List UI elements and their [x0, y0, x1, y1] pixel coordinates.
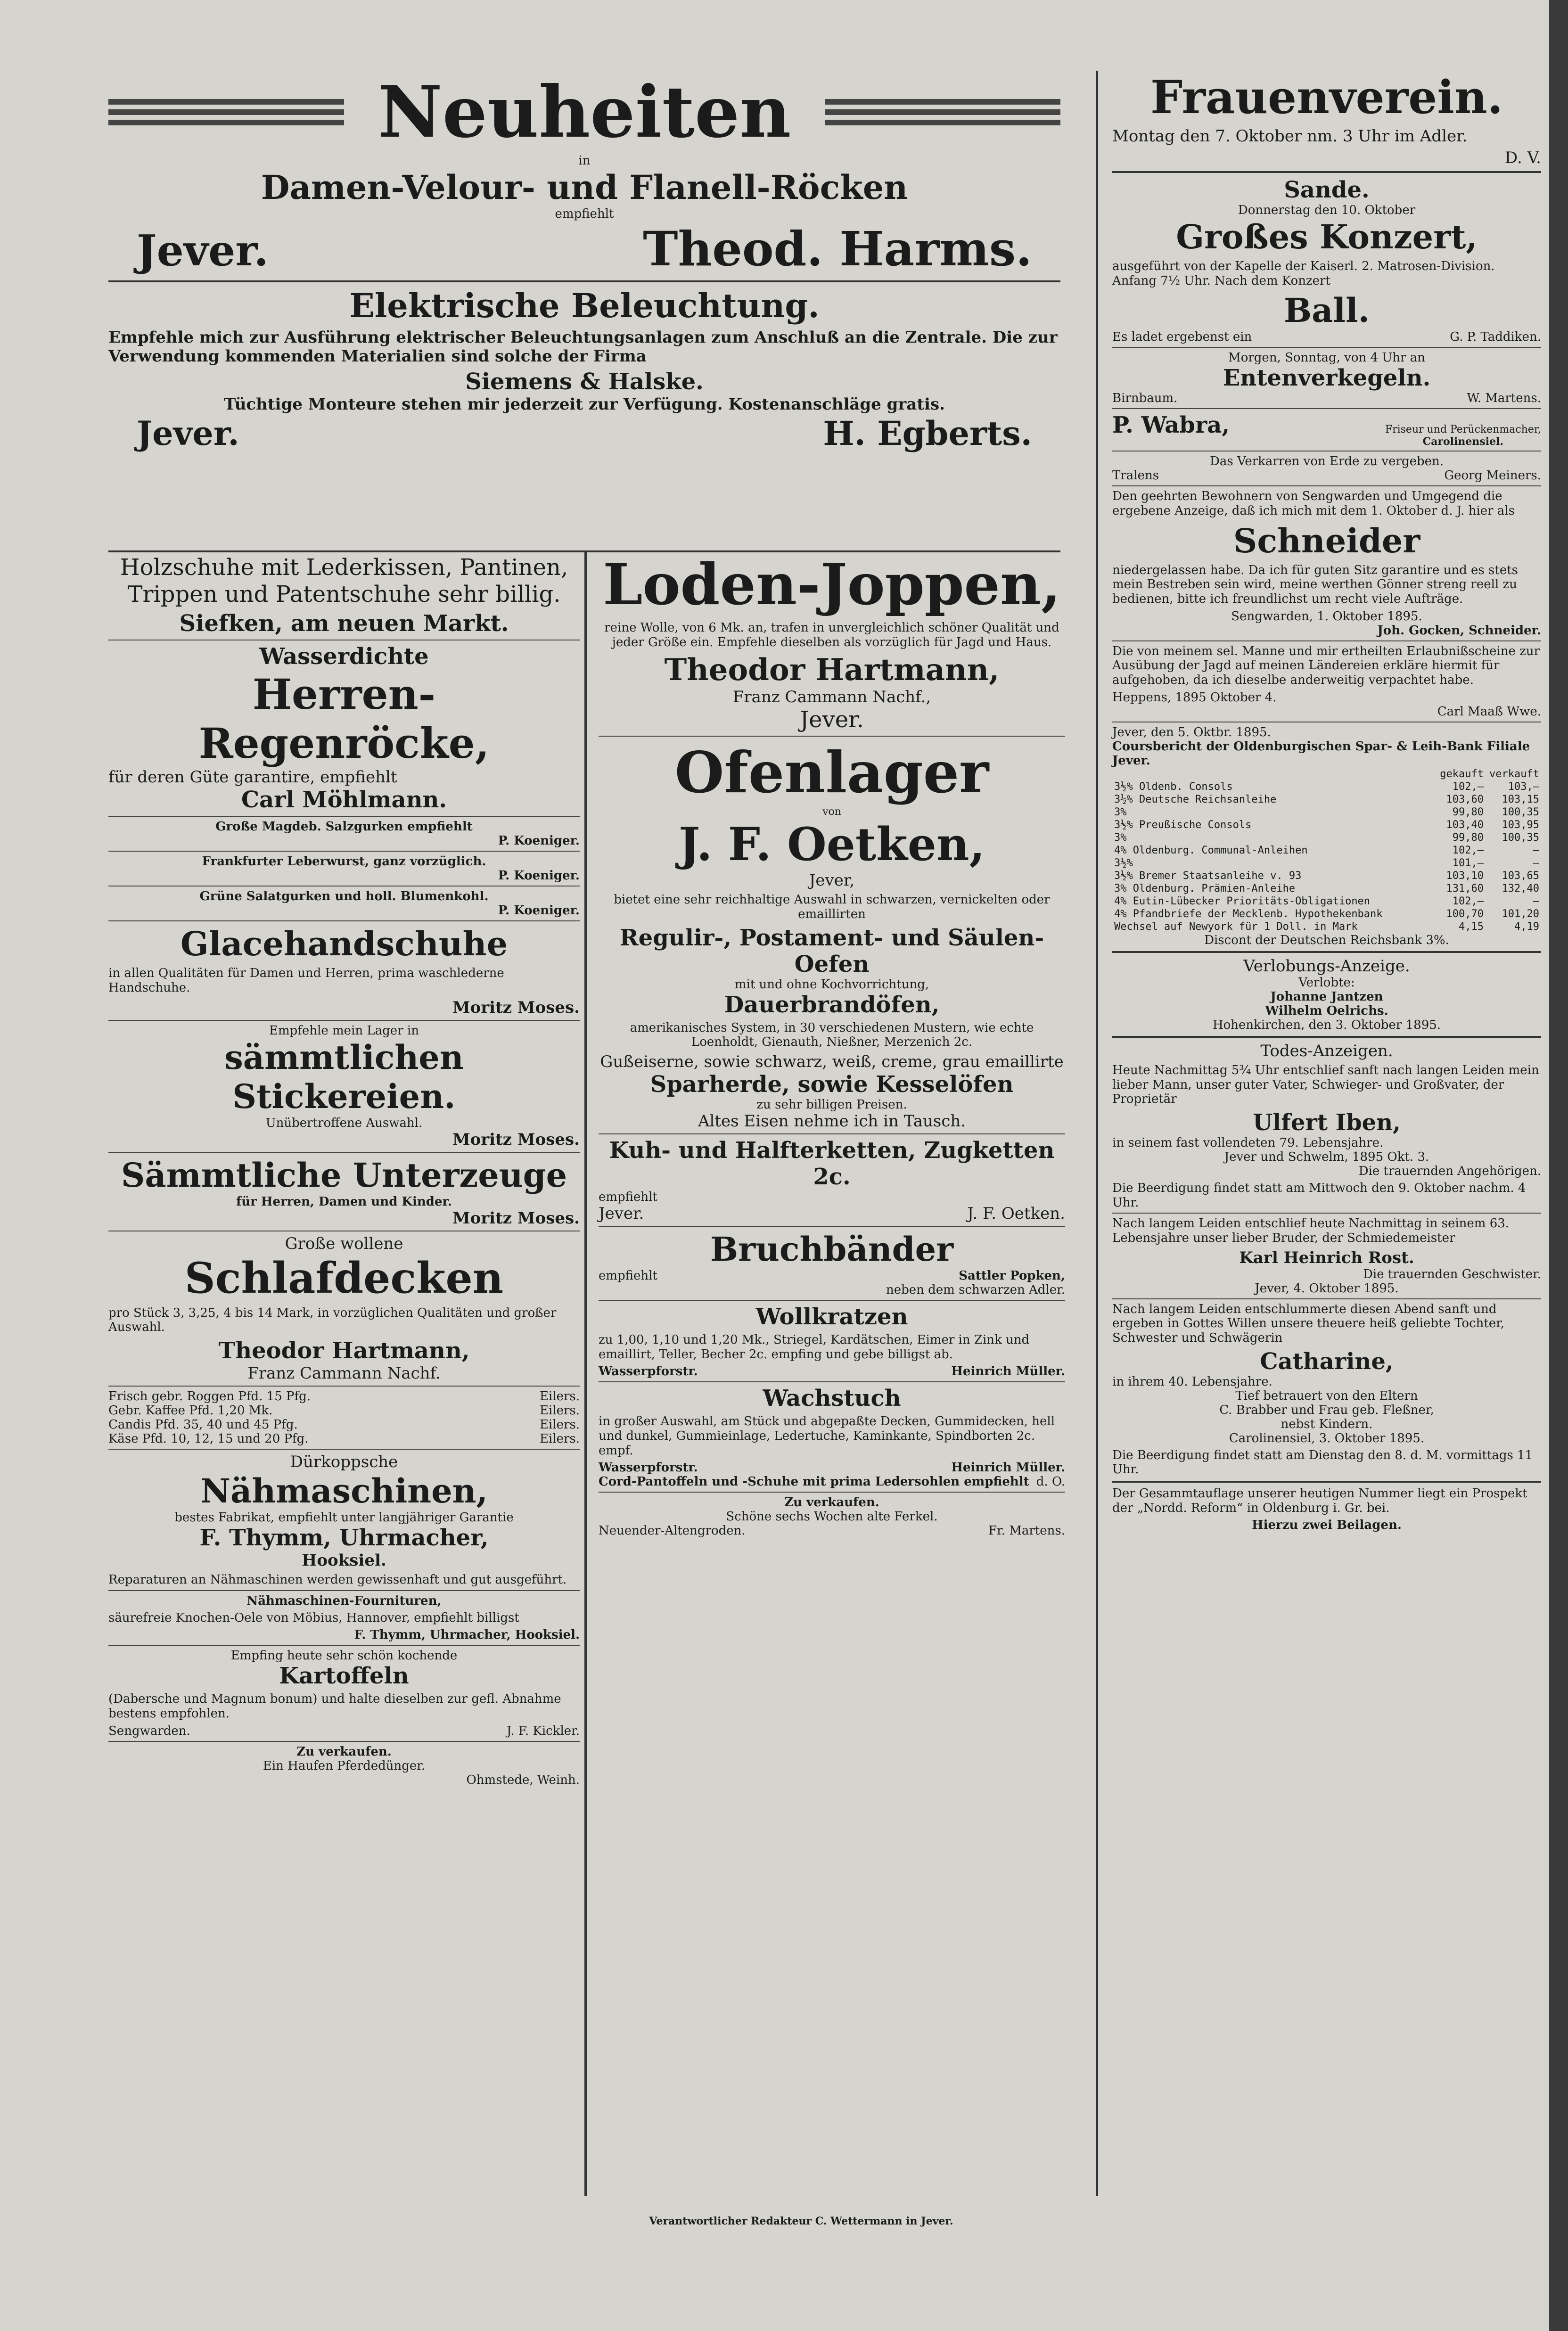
- ofen-place: Jever,: [809, 871, 855, 890]
- kurs-b: —: [1533, 844, 1539, 856]
- loden-place: Jever.: [799, 706, 864, 733]
- wurst: Frankfurter Leberwurst, ganz vorzüglich.: [202, 854, 486, 869]
- wachs: Wachstuch: [763, 1385, 901, 1412]
- kurs-row: [1112, 908, 1541, 920]
- top-section: [108, 71, 1060, 453]
- tod3b: in ihrem 40. Lebensjahre.: [1112, 1374, 1272, 1389]
- kurs-b: 4,19: [1514, 920, 1539, 933]
- jagd-text: Die von meinem sel. Manne und mir ertheilten Erlaubnißscheine zur Ausübung der Jagd auf meinen Ländereien erkläre hiermit für aufgehoben, da ich dieselbe anderweitig verpachtet habe.: [1112, 644, 1540, 688]
- konzert: Großes Konzert,: [1176, 217, 1478, 257]
- schn-text2: niedergelassen habe. Da ich für guten Sitz garantire und es stets mein Bestreben sein wird, meine werthen Gönner streng reell zu bedienen, bitte ich freundlichst um recht viele Aufträge.: [1112, 563, 1518, 607]
- ofen-text3: amerikanisches System, in 30 verschiedenen Mustern, wie echte Loenholdt, Gienauth, Nießner, Merzenich 2c.: [630, 1020, 1034, 1050]
- verl: Verlobungs-Anzeige.: [1243, 956, 1410, 976]
- wachs-place: Wasserpforstr.: [599, 1461, 698, 1475]
- sande: Sande.: [1284, 177, 1370, 204]
- oetken: J. F. Oetken,: [678, 818, 985, 871]
- elektr-name: H. Egberts.: [823, 414, 1032, 453]
- unter-sig: Moritz Moses.: [452, 1208, 580, 1228]
- price-row: [108, 1404, 580, 1418]
- kurs-name: 3% Oldenburg. Prämien-Anleihe: [1114, 882, 1296, 895]
- elektr-text: Empfehle mich zur Ausführung elektrischer Beleuchtungsanlagen zum Anschluß an die Zentrale. Die zur Verwendung kommenden Materialien sind solche der Firma: [108, 328, 1058, 366]
- price-row: [108, 1418, 580, 1432]
- tod2-date: Jever, 4. Oktober 1895.: [1255, 1281, 1399, 1296]
- furn2: säurefreie Knochen-Oele von Möbius, Hannover, empfiehlt billigst: [108, 1610, 519, 1625]
- verl5: Hohenkirchen, den 3. Oktober 1895.: [1212, 1018, 1441, 1032]
- kurs-a: 102,—: [1452, 780, 1484, 793]
- kuh-place: Jever.: [599, 1204, 644, 1223]
- eisen: Altes Eisen nehme ich in Tausch.: [698, 1112, 966, 1131]
- loden-text: reine Wolle, von 6 Mk. an, trafen in unvergleichlich schöner Qualität und jeder Größe ein. Empfehle dieselben als vorzüglich für Jagd und Haus.: [604, 621, 1059, 649]
- woll-place: Wasserpforstr.: [599, 1364, 698, 1379]
- kurs-name: Wechsel auf Newyork für 1 Doll. in Mark: [1114, 920, 1358, 933]
- kurs-a: 103,40: [1446, 819, 1484, 831]
- column-rule: [1096, 71, 1098, 2196]
- kurs-b: 103,15: [1502, 793, 1539, 805]
- column-rule: [584, 551, 587, 2196]
- naeh2: Nähmaschinen,: [200, 1471, 488, 1510]
- loden-sig: Theodor Hartmann,: [664, 652, 1000, 688]
- ofen: Ofenlager: [674, 739, 989, 806]
- mid-verk2: Schöne sechs Wochen alte Ferkel.: [726, 1510, 938, 1524]
- kuh: Kuh- und Halfterketten, Zugketten 2c.: [609, 1137, 1055, 1190]
- kurs-name: 3½% Oldenb. Consols: [1114, 780, 1233, 793]
- verk-sig: Ohmstede, Weinh.: [466, 1773, 580, 1787]
- ball-sig: G. P. Taddiken.: [1450, 330, 1541, 345]
- place: Jever.: [137, 226, 269, 276]
- price-item: Gebr. Kaffee Pfd. 1,20 Mk.: [108, 1403, 273, 1418]
- tod3-sig: Tief betrauert von den Eltern: [1235, 1388, 1418, 1403]
- kurs-row: [1112, 793, 1541, 806]
- price-by: Eilers.: [539, 1417, 580, 1432]
- decorative-bars: [108, 94, 344, 130]
- schn-text: Den geehrten Bewohnern von Sengwarden und Umgegend die ergebene Anzeige, daß ich mich mit dem 1. Oktober d. J. hier als: [1112, 489, 1515, 518]
- schneider: Schneider: [1233, 521, 1420, 560]
- kurs-b: 100,35: [1502, 831, 1539, 844]
- cord-sig: d. O.: [1036, 1475, 1065, 1489]
- loden: Loden-Joppen,: [603, 551, 1061, 618]
- kurs-a: 102,—: [1452, 895, 1484, 907]
- ball-text: Es ladet ergebenst ein: [1112, 330, 1252, 345]
- elektr-monteure: Tüchtige Monteure stehen mir jederzeit zur Verfügung. Kostenanschläge gratis.: [224, 395, 945, 414]
- spar: Sparherde, sowie Kesselöfen: [650, 1071, 1014, 1098]
- tod1-date: Jever und Schwelm, 1895 Okt. 3.: [1224, 1149, 1429, 1164]
- kurs-row: [1112, 895, 1541, 908]
- schlaf-sig2: Franz Cammann Nachf.: [247, 1363, 441, 1383]
- price-by: Eilers.: [539, 1389, 580, 1404]
- furn: Nähmaschinen-Fournituren,: [246, 1593, 442, 1608]
- tod3: Nach langem Leiden entschlummerte diesen Abend sanft und ergeben in Gottes Willen unsere theuere heiß geliebte Tochter, Schwester und Schwägerin: [1112, 1302, 1505, 1345]
- frauen-sig: D. V.: [1504, 148, 1541, 168]
- frauen: Frauenverein.: [1150, 71, 1503, 124]
- price-row: [108, 1389, 580, 1404]
- verl3: Johanne Jantzen: [1270, 989, 1383, 1004]
- bruch-sig: Sattler Popken,: [959, 1269, 1065, 1283]
- naeh1: Dürkoppsche: [290, 1452, 398, 1471]
- kurs-a: 99,80: [1452, 831, 1484, 844]
- left-column: [108, 551, 580, 1787]
- verl4: Wilhelm Oelrichs.: [1265, 1003, 1388, 1018]
- tod1b: in seinem fast vollendeten 79. Lebensjahre.: [1112, 1135, 1384, 1150]
- kurs-b: —: [1533, 895, 1539, 907]
- schn-sig: Joh. Gocken, Schneider.: [1377, 623, 1541, 638]
- stick1: Empfehle mein Lager in: [269, 1023, 419, 1038]
- guss: Gußeiserne, sowie schwarz, weiß, creme, grau emaillirte: [600, 1052, 1064, 1072]
- ente-place: Birnbaum.: [1112, 391, 1178, 406]
- tod3-sig2: C. Brabber und Frau geb. Fleßner,: [1219, 1403, 1434, 1417]
- unter: Sämmtliche Unterzeuge: [121, 1155, 567, 1195]
- jagd-date: Heppens, 1895 Oktober 4.: [1112, 690, 1277, 705]
- wachs-sig: Heinrich Müller.: [951, 1461, 1065, 1475]
- tod3-sig3: nebst Kindern.: [1281, 1417, 1373, 1431]
- in-label: in: [578, 154, 591, 168]
- price-by: Eilers.: [539, 1431, 580, 1446]
- schn-date: Sengwarden, 1. Oktober 1895.: [1231, 609, 1422, 624]
- stick3: Unübertroffene Auswahl.: [265, 1116, 423, 1130]
- kurs-name: 4% Eutin-Lübecker Prioritäts-Obligationen: [1114, 895, 1371, 907]
- decorative-bars: [825, 94, 1060, 130]
- holz-text: Holzschuhe mit Lederkissen, Pantinen, Trippen und Patentschuhe sehr billig.: [120, 554, 568, 607]
- frauen-text: Montag den 7. Oktober nm. 3 Uhr im Adler.: [1112, 127, 1468, 146]
- beil-text: Der Gesammtauflage unserer heutigen Nummer liegt ein Prospekt der „Nordd. Reform“ in Oldenburg i. Gr. bei.: [1112, 1486, 1527, 1515]
- erde: Das Verkarren von Erde zu vergeben.: [1209, 454, 1444, 469]
- price-row: [108, 1432, 580, 1446]
- woll: Wollkratzen: [755, 1304, 908, 1330]
- kurs-b: —: [1533, 857, 1539, 869]
- kurs-a: 131,60: [1446, 882, 1484, 895]
- kart-sig: J. F. Kickler.: [506, 1724, 580, 1738]
- kurs-b: 103,65: [1502, 870, 1539, 882]
- price-by: Eilers.: [539, 1403, 580, 1418]
- tod: Todes-Anzeigen.: [1260, 1041, 1393, 1060]
- loden-sig2: Franz Cammann Nachf.,: [732, 688, 931, 707]
- kurs-row: [1112, 870, 1541, 882]
- kurs-table: [1112, 768, 1541, 933]
- naeh3: bestes Fabrikat, empfiehlt unter langjähriger Garantie: [174, 1510, 514, 1525]
- tod3-date: Carolinensiel, 3. Oktober 1895.: [1229, 1431, 1425, 1445]
- kurs-a: 101,—: [1452, 857, 1484, 869]
- kurs-row: [1112, 780, 1541, 793]
- tod3-name: Catharine,: [1260, 1348, 1394, 1375]
- price-item: Candis Pfd. 35, 40 und 45 Pfg.: [108, 1417, 298, 1432]
- wasser2: Herren-Regenröcke,: [198, 670, 490, 768]
- kurs-a: 100,70: [1446, 908, 1484, 920]
- firm: Theod. Harms.: [643, 221, 1032, 277]
- kurs-row: [1112, 844, 1541, 857]
- right-column: [1112, 71, 1541, 1532]
- ente-date: Morgen, Sonntag, von 4 Uhr an: [1228, 351, 1425, 365]
- spar2: zu sehr billigen Preisen.: [756, 1098, 907, 1112]
- kurs-row: [1112, 920, 1541, 933]
- kurs-col-gekauft: gekauft: [1440, 768, 1484, 780]
- naeh4: Reparaturen an Nähmaschinen werden gewissenhaft und gut ausgeführt.: [108, 1572, 567, 1587]
- price-item: Frisch gebr. Roggen Pfd. 15 Pfg.: [108, 1389, 311, 1404]
- kurs-b: 100,35: [1502, 806, 1539, 818]
- kurs-name: 4% Pfandbriefe der Mecklenb. Hypothekenbank: [1114, 908, 1383, 920]
- glace-text: in allen Qualitäten für Damen und Herren, prima waschlederne Handschuhe.: [108, 966, 504, 995]
- kurs-row: [1112, 819, 1541, 831]
- naeh-sig: F. Thymm, Uhrmacher,: [199, 1524, 489, 1551]
- furn-sig: F. Thymm, Uhrmacher, Hooksiel.: [354, 1628, 580, 1642]
- kart3: (Dabersche und Magnum bonum) und halte dieselben zur gefl. Abnahme bestens empfohlen.: [108, 1692, 561, 1721]
- page-edge: [1549, 0, 1568, 2331]
- ente: Entenverkegeln.: [1223, 365, 1431, 392]
- kuh-emp: empfiehlt: [599, 1190, 657, 1205]
- wabra-text: Friseur und Perückenmacher,: [1385, 424, 1541, 436]
- kurs-name: 3½% Bremer Staatsanleihe v. 93: [1114, 870, 1302, 882]
- tod1c: Die Beerdigung findet statt am Mittwoch den 9. Oktober nachm. 4 Uhr.: [1112, 1181, 1526, 1210]
- glace: Glacehandschuhe: [180, 924, 508, 964]
- wurst-sig: P. Koeniger.: [498, 869, 580, 883]
- kurs-b: 101,20: [1502, 908, 1539, 920]
- schlaf2: Schlafdecken: [184, 1253, 504, 1303]
- kurs-name: 3½% Preußische Consols: [1114, 819, 1252, 831]
- tod3c: Die Beerdigung findet statt am Dienstag den 8. d. M. vormittags 11 Uhr.: [1112, 1448, 1533, 1477]
- kurs-a: 102,—: [1452, 844, 1484, 856]
- verl2: Verlobte:: [1298, 975, 1355, 990]
- verk: Zu verkaufen.: [296, 1744, 392, 1759]
- bruch-sig2: neben dem schwarzen Adler.: [886, 1283, 1065, 1297]
- stick-sig: Moritz Moses.: [452, 1130, 580, 1149]
- verk2: Ein Haufen Pferdedünger.: [263, 1758, 426, 1773]
- kart-place: Sengwarden.: [108, 1724, 190, 1738]
- beil: Hierzu zwei Beilagen.: [1252, 1518, 1402, 1533]
- erde-sig: Georg Meiners.: [1444, 468, 1541, 483]
- kurs-name: 3½% Deutsche Reichsanleihe: [1114, 793, 1277, 805]
- von-label: von: [822, 806, 841, 818]
- schlaf-sig: Theodor Hartmann,: [218, 1337, 470, 1364]
- kurs-b: 132,40: [1502, 882, 1539, 895]
- wachs-text: in großer Auswahl, am Stück und abgepaßte Decken, Gummidecken, hell und dunkel, Gummieinlage, Ledertuche, Kaminkante, Spindborten 2c. empf.: [599, 1414, 1055, 1458]
- regulir: Regulir-, Postament- und Säulen-Oefen: [619, 924, 1044, 977]
- middle-column: [599, 551, 1065, 1538]
- gurken2: Grüne Salatgurken und holl. Blumenkohl.: [199, 889, 489, 904]
- gurken1: Große Magdeb. Salzgurken empfiehlt: [215, 820, 473, 834]
- kurs-a: 103,60: [1446, 793, 1484, 805]
- bruch: Bruchbänder: [710, 1230, 953, 1269]
- kurs-name: 4% Oldenburg. Communal-Anleihen: [1114, 844, 1308, 856]
- kurs-col-verkauft: verkauft: [1489, 768, 1539, 780]
- price-list: [108, 1389, 580, 1446]
- tod2: Nach langem Leiden entschlief heute Nachmittag in seinem 63. Lebensjahre unser lieber Bruder, der Schmiedemeister: [1112, 1216, 1510, 1245]
- kart1: Empfing heute sehr schön kochende: [230, 1649, 458, 1663]
- kurs-row: [1112, 882, 1541, 895]
- mid-verk-sig: Fr. Martens.: [988, 1524, 1065, 1538]
- erde-place: Tralens: [1112, 468, 1159, 483]
- glace-sig: Moritz Moses.: [452, 998, 580, 1017]
- mid-verk: Zu verkaufen.: [784, 1495, 879, 1510]
- schlaf3: pro Stück 3, 3,25, 4 bis 14 Mark, in vorzüglichen Qualitäten und großer Auswahl.: [108, 1305, 557, 1335]
- tod1-sig: Die trauernden Angehörigen.: [1358, 1164, 1541, 1178]
- gurken1-sig: P. Koeniger.: [498, 834, 580, 848]
- kurs-b: 103,—: [1508, 780, 1539, 793]
- kurs-a: 99,80: [1452, 806, 1484, 818]
- kurs-row: [1112, 831, 1541, 844]
- headline: Neuheiten: [378, 71, 791, 154]
- empfiehlt-label: empfiehlt: [555, 207, 614, 221]
- stick2: sämmtlichen Stickereien.: [224, 1037, 464, 1116]
- wabra-place: Carolinensiel.: [1422, 435, 1504, 448]
- kurs-head: Jever, den 5. Oktbr. 1895.: [1112, 725, 1271, 739]
- kurs-name: 3½%: [1114, 857, 1133, 869]
- jagd-sig: Carl Maaß Wwe.: [1437, 704, 1541, 719]
- woll-sig: Heinrich Müller.: [951, 1364, 1065, 1379]
- tod1-name: Ulfert Iben,: [1253, 1109, 1401, 1136]
- mid-verk-place: Neuender-Altengroden.: [599, 1524, 746, 1538]
- dauer: Dauerbrandöfen,: [724, 991, 940, 1018]
- kurs-a: 103,10: [1446, 870, 1484, 882]
- unter2: für Herren, Damen und Kinder.: [236, 1194, 452, 1209]
- tod2-sig: Die trauernden Geschwister.: [1363, 1267, 1541, 1281]
- sande-date: Donnerstag den 10. Oktober: [1238, 203, 1416, 218]
- kurs-row: [1112, 806, 1541, 819]
- price-item: Käse Pfd. 10, 12, 15 und 20 Pfg.: [108, 1431, 309, 1446]
- kurs-a: 4,15: [1459, 920, 1484, 933]
- elektr-title: Elektrische Beleuchtung.: [349, 286, 820, 325]
- holz-sig: Siefken, am neuen Markt.: [179, 610, 509, 637]
- elektr-place: Jever.: [137, 414, 239, 453]
- ofen-text2: mit und ohne Kochvorrichtung,: [734, 977, 929, 992]
- tod2-name: Karl Heinrich Rost.: [1239, 1248, 1414, 1267]
- discont: Discont der Deutschen Reichsbank 3%.: [1204, 933, 1449, 947]
- elektr-firm: Siemens & Halske.: [465, 369, 704, 395]
- ofen-text: bietet eine sehr reichhaltige Auswahl in schwarzen, vernickelten oder emaillirten: [614, 893, 1050, 922]
- subhead: Damen-Velour- und Flanell-Röcken: [261, 168, 908, 207]
- bruch-emp: empfiehlt: [599, 1269, 657, 1283]
- konzert-text: ausgeführt von der Kapelle der Kaiserl. 2. Matrosen-Division. Anfang 7½ Uhr. Nach dem Konzert: [1112, 259, 1495, 288]
- kurs-name: 3%: [1114, 806, 1127, 818]
- naeh-place: Hooksiel.: [302, 1551, 386, 1570]
- ball: Ball.: [1283, 291, 1370, 330]
- wabra: P. Wabra,: [1112, 412, 1230, 439]
- cord: Cord-Pantoffeln und -Schuhe mit prima Ledersohlen empfiehlt: [599, 1475, 1029, 1489]
- wasser3: für deren Güte garantire, empfiehlt: [108, 768, 397, 787]
- footer-editor: Verantwortlicher Redakteur C. Wettermann in Jever.: [649, 2215, 953, 2227]
- kart2: Kartoffeln: [279, 1663, 409, 1690]
- kuh-sig: J. F. Oetken.: [967, 1204, 1065, 1223]
- wasser1: Wasserdichte: [259, 643, 429, 670]
- kurs-b: 103,95: [1502, 819, 1539, 831]
- kurs-name: 3%: [1114, 831, 1127, 844]
- gurken2-sig: P. Koeniger.: [498, 903, 580, 918]
- kurs-row: [1112, 857, 1541, 870]
- tod1: Heute Nachmittag 5¾ Uhr entschlief sanft nach langen Leiden mein lieber Mann, unser guter Vater, Schwieger- und Großvater, der Proprietär: [1112, 1063, 1539, 1107]
- wasser-sig: Carl Möhlmann.: [241, 787, 447, 813]
- ente-sig: W. Martens.: [1467, 391, 1541, 406]
- kurs-title: Coursbericht der Oldenburgischen Spar- & Leih-Bank Filiale Jever.: [1112, 739, 1530, 768]
- woll-text: zu 1,00, 1,10 und 1,20 Mk., Striegel, Kardätschen, Eimer in Zink und emaillirt, Teller, Becher 2c. empfing und gebe billigst ab.: [599, 1333, 1030, 1362]
- schlaf1: Große wollene: [285, 1234, 403, 1253]
